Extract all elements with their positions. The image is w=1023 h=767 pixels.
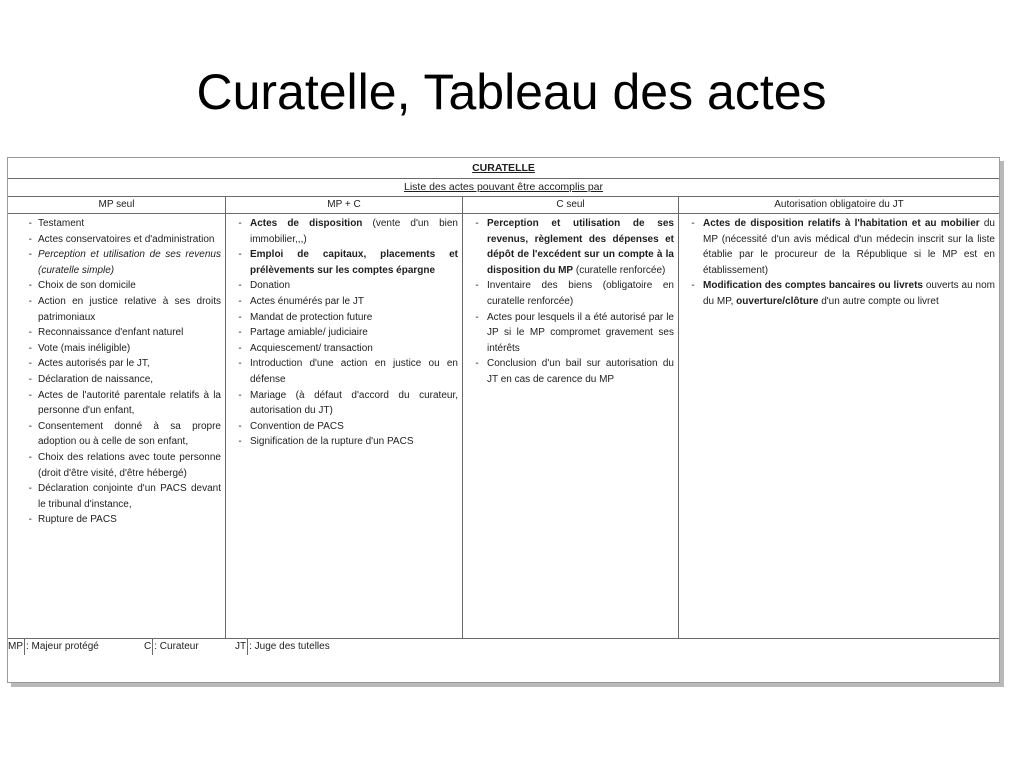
bullet-dash: - [238, 218, 242, 229]
list-item [12, 419, 221, 450]
legend-c [144, 639, 199, 655]
bullet-dash: - [28, 451, 32, 463]
list-item [12, 216, 221, 232]
bold-text: Modification des comptes bancaires ou livrets [703, 280, 923, 292]
list-item [12, 356, 221, 372]
bullet-dash: - [28, 218, 32, 229]
plain-text: (vente d'un bien immobilier,,,) [250, 218, 458, 245]
bold-text: Actes de disposition [250, 218, 363, 229]
column-title: Autorisation obligatoire du JT [679, 197, 999, 214]
list-item [230, 216, 458, 247]
column-title: MP + C [226, 197, 462, 214]
list-item-text: Convention de PACS [250, 420, 344, 432]
list-item-text: Actes autorisés par le JT, [38, 358, 150, 370]
list-item-text: Donation [250, 280, 291, 292]
list-item-text: Actes pour lesquels il a été autorisé par le JP si le MP compromet gravement ses intérêts [487, 311, 674, 354]
list-item [230, 278, 458, 294]
legend-jt-label: : Juge des tutelles [249, 641, 330, 652]
bullet-dash: - [28, 420, 32, 432]
list-item [467, 216, 674, 278]
column-body [679, 214, 999, 310]
legend-jt-abbr: JT [235, 641, 247, 652]
bullet-dash: - [238, 342, 242, 354]
list-item-text [703, 216, 995, 278]
bullet-dash: - [28, 483, 32, 495]
list-item [12, 481, 221, 512]
list-item [683, 278, 995, 309]
legend-jt [235, 639, 330, 655]
list-item-text: Choix des relations avec toute personne (droit d'être visité, d'être hébergé) [38, 451, 221, 479]
list-item [230, 247, 458, 278]
plain-text: ouverts au nom du MP, [703, 280, 995, 307]
bullet-dash: - [28, 233, 32, 245]
bullet-dash: - [28, 295, 32, 307]
list-item-text [703, 278, 995, 309]
list-item-text [250, 247, 458, 278]
bullet-dash: - [475, 218, 479, 229]
list-item [12, 388, 221, 419]
bold-text: Actes de disposition relatifs à l'habitation et au mobilier [703, 218, 980, 229]
bullet-dash: - [238, 327, 242, 339]
list-item-text: Actes énumérés par le JT [250, 295, 364, 307]
list-item [12, 278, 221, 294]
bullet-dash: - [28, 389, 32, 401]
bullet-dash: - [475, 311, 479, 323]
bullet-dash: - [28, 342, 32, 354]
plain-text: du MP (nécessité d'un avis médical d'un médecin inscrit sur la liste établie par le procureur de la République si le MP est en établissement) [703, 218, 995, 276]
bullet-dash: - [238, 420, 242, 432]
list-item-text [250, 216, 458, 247]
list-item-text: Perception et utilisation de ses revenus (curatelle simple) [38, 249, 221, 276]
bullet-dash: - [238, 311, 242, 323]
list-item-text: Action en justice relative à ses droits patrimoniaux [38, 295, 221, 323]
legend-mp-abbr: MP [8, 641, 23, 652]
list-item-text: Introduction d'une action en justice ou en défense [250, 358, 458, 385]
list-item-text: Actes conservatoires et d'administration [38, 233, 215, 245]
list-item [230, 419, 458, 435]
bullet-dash: - [238, 249, 242, 261]
legend-c-label: : Curateur [154, 641, 199, 652]
table-columns [8, 197, 999, 638]
list-item-text: Déclaration conjointe d'un PACS devant le tribunal d'instance, [38, 483, 221, 510]
list-item [230, 310, 458, 326]
bold-text: Perception et utilisation de ses revenus, règlement des dépenses et dépôt de l'excédent sur un compte à la disposition du MP [487, 218, 674, 276]
bullet-dash: - [28, 373, 32, 385]
bullet-dash: - [28, 280, 32, 292]
list-item [12, 325, 221, 341]
column-mp-seul [8, 197, 226, 638]
list-item-text: Vote (mais inéligible) [38, 342, 131, 354]
column-body [8, 214, 225, 528]
bullet-dash: - [238, 295, 242, 307]
bullet-dash: - [28, 249, 32, 261]
bold-text: Emploi de capitaux, placements et prélèvements sur les comptes épargne [250, 249, 458, 276]
bullet-dash: - [475, 280, 479, 292]
column-autorisation-jt [679, 197, 999, 638]
column-body [226, 214, 462, 450]
list-item-text: Rupture de PACS [38, 514, 117, 526]
list-item [683, 216, 995, 278]
list-item-text [487, 216, 674, 278]
bullet-dash: - [238, 280, 242, 292]
legend [8, 638, 999, 683]
list-item-text: Mandat de protection future [250, 311, 373, 323]
plain-text: (curatelle renforcée) [573, 264, 666, 276]
list-item-text: Actes de l'autorité parentale relatifs à la personne d'un enfant, [38, 389, 221, 417]
bullet-dash: - [691, 280, 695, 292]
list-item [12, 372, 221, 388]
column-title: C seul [463, 197, 678, 214]
list-item [230, 434, 458, 450]
list-item [467, 310, 674, 357]
bold-text: ouverture/clôture [736, 295, 819, 307]
list-item-text: Testament [38, 218, 85, 229]
list-item [230, 294, 458, 310]
list-item [12, 512, 221, 528]
column-mp-plus-c [226, 197, 463, 638]
column-c-seul [463, 197, 679, 638]
bullet-dash: - [238, 358, 242, 370]
column-title: MP seul [8, 197, 225, 214]
table-subheader: Liste des actes pouvant être accomplis par [8, 179, 999, 197]
plain-text: d'un autre compte ou livret [818, 295, 939, 307]
bullet-dash: - [28, 514, 32, 526]
table-header: CURATELLE [8, 158, 999, 179]
bullet-dash: - [28, 327, 32, 339]
list-item [230, 325, 458, 341]
list-item-text: Conclusion d'un bail sur autorisation du JT en cas de carence du MP [487, 358, 674, 385]
list-item-text: Déclaration de naissance, [38, 373, 154, 385]
list-item-text: Partage amiable/ judiciaire [250, 327, 368, 339]
list-item [12, 232, 221, 248]
slide-title: Curatelle, Tableau des actes [196, 64, 827, 120]
document-image [7, 157, 1000, 683]
list-item [12, 247, 221, 278]
list-item [12, 341, 221, 357]
list-item [230, 341, 458, 357]
list-item [12, 294, 221, 325]
column-body [463, 214, 678, 388]
bullet-dash: - [28, 358, 32, 370]
list-item [230, 388, 458, 419]
list-item-text: Inventaire des biens (obligatoire en curatelle renforcée) [487, 280, 674, 307]
legend-mp [8, 639, 99, 655]
list-item-text: Signification de la rupture d'un PACS [250, 436, 414, 448]
list-item-text: Acquiescement/ transaction [250, 342, 373, 354]
list-item [467, 278, 674, 309]
list-item-text: Reconnaissance d'enfant naturel [38, 327, 184, 339]
list-item [230, 356, 458, 387]
list-item-text: Choix de son domicile [38, 280, 136, 292]
legend-c-abbr: C [144, 641, 152, 652]
bullet-dash: - [238, 389, 242, 401]
bullet-dash: - [691, 218, 695, 229]
bullet-dash: - [475, 358, 479, 370]
bullet-dash: - [238, 436, 242, 448]
list-item-text: Mariage (à défaut d'accord du curateur, autorisation du JT) [250, 389, 458, 417]
list-item [467, 356, 674, 387]
list-item [12, 450, 221, 481]
legend-mp-label: : Majeur protégé [26, 641, 99, 652]
list-item-text: Consentement donné à sa propre adoption ou à celle de son enfant, [38, 420, 221, 448]
